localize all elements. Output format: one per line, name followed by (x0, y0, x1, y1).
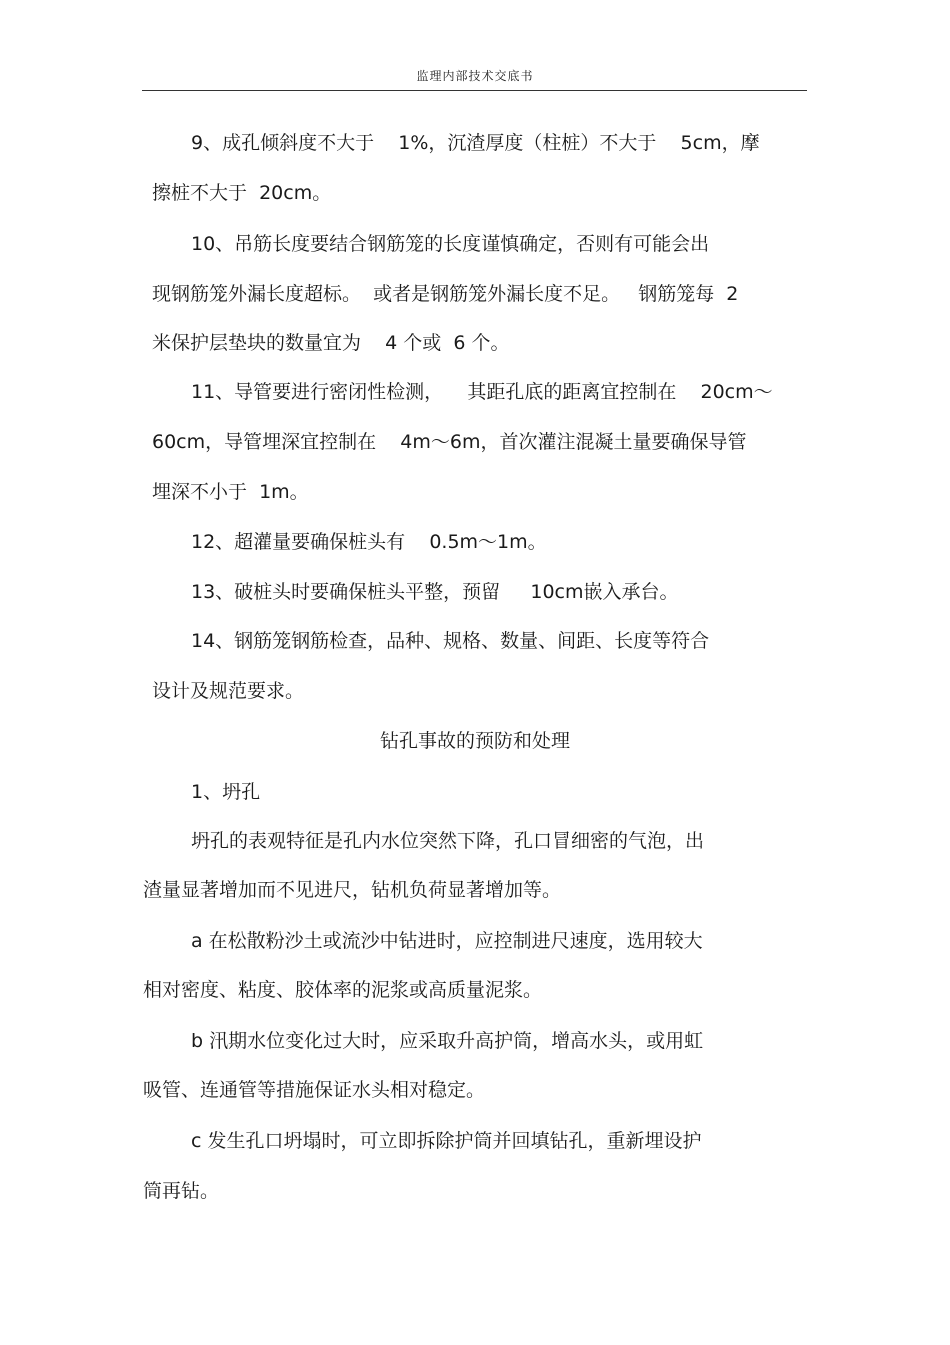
body-line: 相对密度、粘度、胶体率的泥浆或高质量泥浆。 (143, 979, 543, 1001)
body-line: a 在松散粉沙土或流沙中钻进时，应控制进尺速度，选用较大 (191, 930, 703, 952)
body-line: 11、导管要进行密闭性检测， 其距孔底的距离宜控制在 20cm～ (191, 381, 773, 403)
body-line: 10、吊筋长度要结合钢筋笼的长度谨慎确定，否则有可能会出 (191, 233, 710, 255)
body-line: 坍孔的表观特征是孔内水位突然下降，孔口冒细密的气泡，出 (191, 830, 705, 852)
body-line: 12、超灌量要确保桩头有 0.5m～1m。 (191, 531, 547, 553)
body-line: 米保护层垫块的数量宜为 4 个或 6 个。 (152, 332, 510, 354)
body-line: b 汛期水位变化过大时，应采取升高护筒，增高水头，或用虹 (191, 1030, 704, 1052)
body-line: 9、成孔倾斜度不大于 1%，沉渣厚度（柱桩）不大于 5cm，摩 (191, 132, 760, 154)
body-line: 埋深不小于 1m。 (152, 481, 309, 503)
subsection-title: 1、坍孔 (191, 781, 261, 803)
body-line: 设计及规范要求。 (152, 680, 305, 702)
body-line: 14、钢筋笼钢筋检查，品种、规格、数量、间距、长度等符合 (191, 630, 710, 652)
header-rule (142, 90, 807, 91)
body-line: 现钢筋笼外漏长度超标。 或者是钢筋笼外漏长度不足。 钢筋笼每 2 (152, 283, 739, 305)
section-heading: 钻孔事故的预防和处理 (379, 730, 570, 752)
body-line: 吸管、连通管等措施保证水头相对稳定。 (143, 1079, 486, 1101)
body-line: 60cm，导管埋深宜控制在 4m～6m，首次灌注混凝土量要确保导管 (152, 431, 747, 453)
body-line: c 发生孔口坍塌时，可立即拆除护筒并回填钻孔，重新埋设护 (191, 1130, 702, 1152)
body-line: 擦桩不大于 20cm。 (152, 182, 332, 204)
body-line: 渣量显著增加而不见进尺，钻机负荷显著增加等。 (143, 879, 562, 901)
body-line: 筒再钻。 (143, 1180, 220, 1202)
page-header: 监理内部技术交底书 (416, 69, 534, 83)
body-line: 13、破桩头时要确保桩头平整，预留 10cm嵌入承台。 (191, 581, 679, 603)
